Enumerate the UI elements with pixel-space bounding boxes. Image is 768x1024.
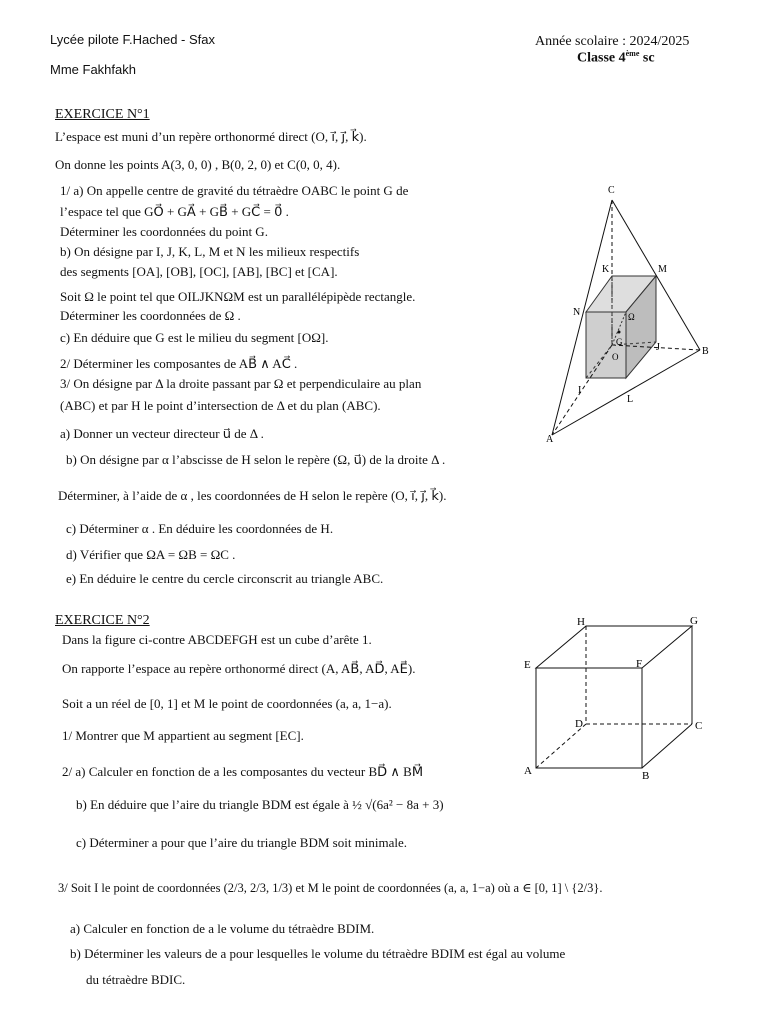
ex1-line: e) En déduire le centre du cercle circonscrit au triangle ABC. xyxy=(66,571,384,586)
label-J: J xyxy=(656,342,660,353)
ex1-line: b) On désigne par I, J, K, L, M et N les milieux respectifs xyxy=(60,244,360,259)
label-C: C xyxy=(608,185,615,196)
ex1-line: L’espace est muni d’un repère orthonormé direct (O, i⃗, j⃗, k⃗). xyxy=(55,129,367,144)
ex2-line: du tétraèdre BDIC. xyxy=(86,972,186,987)
label-A: A xyxy=(546,434,554,445)
cube-figure xyxy=(518,612,718,782)
ex2-line: b) Déterminer les valeurs de a pour lesquelles le volume du tétraèdre BDIM est égal au volume xyxy=(70,946,566,961)
ex1-line: l’espace tel que GO⃗ + GA⃗ + GB⃗ + GC⃗ = 0⃗ . xyxy=(60,204,289,219)
cube-label-G: G xyxy=(690,615,698,627)
ex2-line: b) En déduire que l’aire du triangle BDM est égale à ½ √(6a² − 8a + 3) xyxy=(76,797,444,812)
school-year: Année scolaire : 2024/2025 xyxy=(535,34,690,49)
ex2-line: 1/ Montrer que M appartient au segment [EC]. xyxy=(62,728,304,743)
cube-label-C: C xyxy=(695,720,703,732)
ex2-title: EXERCICE N°2 xyxy=(55,613,150,628)
teacher-name: Mme Fakhfakh xyxy=(50,62,136,77)
school-name: Lycée pilote F.Hached - Sfax xyxy=(50,32,215,47)
class-label: Classe 4ème sc xyxy=(577,49,655,66)
ex2-line: 3/ Soit I le point de coordonnées (2/3, 2/3, 1/3) et M le point de coordonnées (a, a, 1−a) où a ∈ [0, 1] \ {2/3}. xyxy=(58,881,603,895)
ex1-line: 1/ a) On appelle centre de gravité du tétraèdre OABC le point G de xyxy=(60,183,409,198)
ex1-line: Déterminer, à l’aide de α , les coordonnées de H selon le repère (O, i⃗, j⃗, k⃗). xyxy=(58,488,447,503)
label-K: K xyxy=(602,264,610,275)
ex1-line: On donne les points A(3, 0, 0) , B(0, 2, 0) et C(0, 0, 4). xyxy=(55,157,341,172)
ex1-line: Soit Ω le point tel que OILJKNΩM est un parallélépipède rectangle. xyxy=(60,289,416,304)
ex2-line: On rapporte l’espace au repère orthonormé direct (A, AB⃗, AD⃗, AE⃗). xyxy=(62,661,416,676)
label-omega: Ω xyxy=(628,312,635,322)
ex1-line: des segments [OA], [OB], [OC], [AB], [BC] et [CA]. xyxy=(60,264,338,279)
ex1-line: b) On désigne par α l’abscisse de H selon le repère (Ω, u⃗) de la droite Δ . xyxy=(66,452,446,467)
label-L: L xyxy=(627,394,634,405)
ex1-line: 2/ Déterminer les composantes de AB⃗ ∧ AC⃗ . xyxy=(60,356,298,371)
ex1-line: Déterminer les coordonnées du point G. xyxy=(60,224,268,239)
ex1-line: a) Donner un vecteur directeur u⃗ de Δ . xyxy=(60,426,264,441)
cube-label-E: E xyxy=(524,659,531,671)
ex2-line: 2/ a) Calculer en fonction de a les composantes du vecteur BD⃗ ∧ BM⃗ xyxy=(62,764,424,779)
ex1-line: 3/ On désigne par Δ la droite passant par Ω et perpendiculaire au plan xyxy=(60,376,422,391)
label-I: I xyxy=(578,385,582,396)
ex2-line: c) Déterminer a pour que l’aire du triangle BDM soit minimale. xyxy=(76,835,408,850)
ex2-line: a) Calculer en fonction de a le volume du tétraèdre BDIM. xyxy=(70,921,375,936)
label-M: M xyxy=(658,264,667,275)
label-G: G xyxy=(616,337,623,347)
cube-label-D: D xyxy=(575,718,583,730)
tetrahedron-figure xyxy=(540,180,715,445)
cube-label-F: F xyxy=(636,658,643,670)
ex1-line: c) En déduire que G est le milieu du segment [OΩ]. xyxy=(60,330,329,345)
ex1-title: EXERCICE N°1 xyxy=(55,107,150,122)
cube-label-H: H xyxy=(577,616,585,628)
label-O: O xyxy=(612,352,619,362)
cube-label-A: A xyxy=(524,765,532,777)
ex1-line: Déterminer les coordonnées de Ω . xyxy=(60,308,241,323)
ex2-line: Soit a un réel de [0, 1] et M le point de coordonnées (a, a, 1−a). xyxy=(62,696,392,711)
ex2-line: Dans la figure ci-contre ABCDEFGH est un cube d’arête 1. xyxy=(62,632,372,647)
ex1-line: d) Vérifier que ΩA = ΩB = ΩC . xyxy=(66,547,236,562)
ex1-line: c) Déterminer α . En déduire les coordonnées de H. xyxy=(66,521,334,536)
label-N: N xyxy=(573,307,581,318)
cube-label-B: B xyxy=(642,770,650,782)
label-B: B xyxy=(702,346,709,357)
ex1-line: (ABC) et par H le point d’intersection de Δ et du plan (ABC). xyxy=(60,398,381,413)
